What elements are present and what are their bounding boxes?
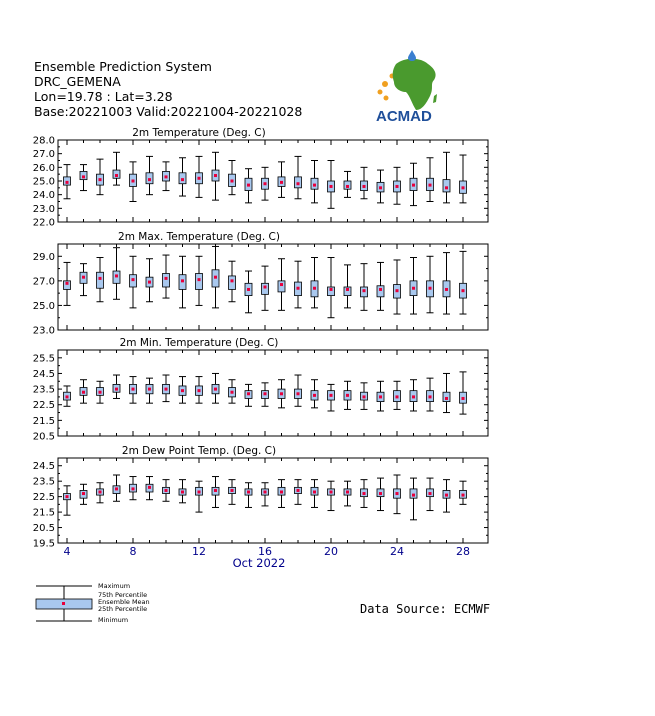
box-day-23 [377,170,384,203]
box-day-10 [163,255,170,298]
mean-marker [214,276,217,279]
box-day-9 [146,477,153,500]
x-tick-label: 8 [129,545,137,558]
panel-3 [33,337,488,443]
box-day-11 [179,480,186,503]
mean-marker [247,491,250,494]
mean-marker [280,491,283,494]
mean-marker [247,184,250,187]
mean-marker [198,278,201,281]
legend-label-minimum: Minimum [98,616,129,624]
box-day-27 [443,253,450,314]
x-tick-label: 24 [390,545,404,558]
panel-title: 2m Min. Temperature (Deg. C) [119,337,279,349]
box-day-22 [361,167,368,198]
y-tick-label: 20.5 [32,523,55,535]
panel-2 [33,231,488,337]
mean-marker [132,278,135,281]
mean-marker [115,274,118,277]
box-day-6 [97,258,104,302]
mean-marker [396,289,399,292]
mean-marker [132,487,135,490]
mean-marker [165,388,168,391]
box-day-14 [229,480,236,505]
panel-title: 2m Temperature (Deg. C) [132,127,266,139]
legend-mean-marker [62,602,65,605]
y-tick-label: 28.0 [32,135,55,147]
mean-marker [231,391,234,394]
mean-marker [214,489,217,492]
mean-marker [379,395,382,398]
box-day-4 [64,386,71,406]
box-day-18 [295,375,302,406]
box-day-9 [146,156,153,194]
header-line-dates: Base:20221003 Valid:20221004-20221028 [34,104,303,119]
mean-marker [198,491,201,494]
mean-marker [330,394,333,397]
mean-marker [379,288,382,291]
mean-marker [445,397,448,400]
mean-marker [82,175,85,178]
iqr-box [97,272,104,288]
mean-marker [396,185,399,188]
mean-marker [396,492,399,495]
box-day-24 [394,260,401,314]
legend-label-mean: Ensemble Mean [98,598,150,606]
mean-marker [66,181,69,184]
y-tick-label: 20.5 [32,431,55,443]
mean-marker [181,178,184,181]
mean-marker [445,186,448,189]
box-day-21 [344,381,351,409]
box-day-15 [245,384,252,406]
mean-marker [363,185,366,188]
box-day-17 [278,259,285,311]
mean-marker [198,177,201,180]
y-tick-label: 23.5 [32,476,55,488]
header-line-coordinates: Lon=19.78 : Lat=3.28 [34,89,173,104]
box-day-10 [163,480,170,502]
box-day-20 [328,161,335,209]
box-day-28 [460,481,467,504]
box-day-11 [179,377,186,404]
box-day-25 [410,163,417,205]
box-day-8 [130,162,137,202]
box-day-18 [295,480,302,505]
y-tick-label: 24.0 [32,190,55,202]
box-day-25 [410,258,417,315]
y-tick-label: 22.5 [32,492,55,504]
iqr-box [229,276,236,290]
box-day-9 [146,378,153,403]
mean-marker [346,288,349,291]
y-tick-label: 29.0 [32,251,55,263]
box-day-12 [196,156,203,197]
box-day-18 [295,156,302,198]
y-tick-label: 23.0 [32,325,55,337]
mean-marker [462,186,465,189]
iqr-box [410,489,417,498]
box-day-22 [361,480,368,508]
plot-frame [58,244,488,330]
box-day-5 [80,380,87,403]
box-day-9 [146,259,153,302]
box-day-17 [278,480,285,508]
header-line-station-name: DRC_GEMENA [34,74,121,89]
box-day-12 [196,481,203,512]
mean-marker [280,283,283,286]
mean-marker [148,178,151,181]
mean-marker [181,389,184,392]
box-day-26 [427,378,434,411]
box-day-25 [410,380,417,411]
mean-marker [412,287,415,290]
box-day-14 [229,161,236,195]
box-day-27 [443,152,450,203]
box-day-22 [361,264,368,311]
mean-marker [445,494,448,497]
box-day-19 [311,258,318,308]
mean-marker [115,487,118,490]
box-day-11 [179,256,186,308]
box-day-21 [344,481,351,506]
box-day-13 [212,152,219,200]
box-day-12 [196,256,203,305]
y-tick-label: 25.0 [32,300,55,312]
box-day-7 [113,152,120,185]
panel-title: 2m Max. Temperature (Deg. C) [118,231,280,243]
x-axis-month-label: Oct 2022 [232,556,286,570]
y-tick-label: 27.0 [32,276,55,288]
x-axis-labels [64,545,471,570]
mean-marker [264,491,267,494]
mean-marker [115,174,118,177]
mean-marker [165,277,168,280]
mean-marker [429,184,432,187]
mean-marker [214,174,217,177]
mean-marker [297,392,300,395]
y-tick-label: 24.5 [32,368,55,380]
box-day-14 [229,380,236,403]
y-tick-label: 26.0 [32,162,55,174]
box-day-5 [80,165,87,191]
box-day-20 [328,258,335,318]
iqr-box [443,180,450,192]
mean-marker [280,392,283,395]
mean-marker [148,486,151,489]
mean-marker [462,397,465,400]
mean-marker [429,287,432,290]
mean-marker [412,395,415,398]
mean-marker [313,184,316,187]
y-tick-label: 25.5 [32,353,55,365]
mean-marker [82,391,85,394]
box-day-10 [163,375,170,402]
box-day-27 [443,373,450,412]
mean-marker [412,184,415,187]
mean-marker [346,491,349,494]
y-tick-label: 23.5 [32,384,55,396]
mean-marker [313,394,316,397]
box-day-21 [344,265,351,308]
mean-marker [82,492,85,495]
mean-marker [148,388,151,391]
mean-marker [66,495,69,498]
legend-glyph [36,586,92,621]
box-day-26 [427,478,434,510]
data-source-label: Data Source: ECMWF [360,602,491,616]
mean-marker [148,281,151,284]
box-day-8 [130,256,137,308]
mean-marker [297,287,300,290]
box-day-15 [245,271,252,313]
box-day-7 [113,375,120,398]
mean-marker [297,182,300,185]
box-day-17 [278,380,285,408]
iqr-box [443,392,450,401]
mean-marker [231,180,234,183]
mean-marker [346,185,349,188]
box-day-19 [311,380,318,408]
mean-marker [214,388,217,391]
mean-marker [330,185,333,188]
box-day-16 [262,383,269,406]
mean-marker [396,395,399,398]
box-day-20 [328,384,335,411]
mean-marker [363,395,366,398]
box-day-13 [212,477,219,508]
mean-marker [99,277,102,280]
plot-frame [58,350,488,436]
y-tick-label: 21.5 [32,507,55,519]
box-day-28 [460,155,467,203]
box-day-23 [377,381,384,411]
panel-1 [33,127,488,229]
box-day-27 [443,480,450,512]
box-day-28 [460,251,467,314]
iqr-box [196,273,203,289]
mean-marker [297,489,300,492]
mean-marker [330,288,333,291]
y-tick-label: 24.5 [32,461,55,473]
box-day-24 [394,381,401,409]
box-day-28 [460,372,467,414]
mean-marker [363,289,366,292]
mean-marker [346,394,349,397]
box-day-6 [97,159,104,195]
acmad-logo-text: ACMAD [376,108,432,124]
mean-marker [132,180,135,183]
iqr-box [163,273,170,287]
mean-marker [264,392,267,395]
box-day-11 [179,158,186,196]
legend-label-25th: 25th Percentile [98,605,148,613]
box-day-23 [377,262,384,310]
box-day-24 [394,475,401,514]
mean-marker [99,491,102,494]
x-tick-label: 4 [63,545,71,558]
mean-marker [99,178,102,181]
panel-4 [33,445,488,550]
box-day-19 [311,480,318,508]
y-tick-label: 25.0 [32,176,55,188]
mean-marker [313,287,316,290]
y-tick-label: 19.5 [32,538,55,550]
mean-marker [379,492,382,495]
mean-marker [165,489,168,492]
mean-marker [99,391,102,394]
mean-marker [264,182,267,185]
box-day-24 [394,167,401,204]
mean-marker [429,492,432,495]
mean-marker [231,279,234,282]
mean-marker [247,392,250,395]
x-tick-label: 16 [258,545,272,558]
mean-marker [181,491,184,494]
box-day-26 [427,158,434,202]
iqr-box [377,286,384,297]
mean-marker [66,282,69,285]
box-day-18 [295,261,302,308]
box-day-22 [361,383,368,410]
mean-marker [330,491,333,494]
box-day-10 [163,162,170,191]
plot-frame [58,140,488,222]
mean-marker [412,494,415,497]
box-day-4 [64,486,71,515]
mean-marker [379,186,382,189]
mean-marker [445,288,448,291]
mean-marker [82,276,85,279]
box-day-15 [245,483,252,508]
mean-marker [462,289,465,292]
box-day-13 [212,246,219,307]
mean-marker [313,491,316,494]
plot-frame [58,458,488,543]
legend-label-75th: 75th Percentile [98,591,148,599]
box-day-7 [113,475,120,501]
mean-marker [429,395,432,398]
box-day-25 [410,478,417,520]
x-tick-label: 20 [324,545,338,558]
mean-marker [198,389,201,392]
iqr-box [278,281,285,292]
x-tick-label: 28 [456,545,470,558]
mean-marker [462,494,465,497]
mean-marker [66,395,69,398]
box-day-8 [130,377,137,404]
y-tick-label: 22.0 [32,217,55,229]
box-day-16 [262,167,269,200]
box-day-15 [245,169,252,203]
y-tick-label: 27.0 [32,149,55,161]
x-tick-label: 12 [192,545,206,558]
box-day-4 [64,165,71,199]
box-day-19 [311,161,318,203]
box-day-13 [212,373,219,403]
mean-marker [264,286,267,289]
box-day-12 [196,377,203,404]
mean-marker [247,288,250,291]
box-day-21 [344,171,351,197]
box-day-5 [80,484,87,504]
box-day-4 [64,262,71,305]
mean-marker [165,175,168,178]
mean-marker [231,489,234,492]
box-day-14 [229,261,236,302]
mean-marker [181,279,184,282]
iqr-box [262,283,269,294]
box-day-16 [262,483,269,506]
box-day-6 [97,483,104,503]
mean-marker [132,388,135,391]
box-day-8 [130,477,137,500]
box-day-17 [278,162,285,198]
legend-label-maximum: Maximum [98,582,131,590]
y-tick-label: 22.5 [32,400,55,412]
box-day-6 [97,381,104,403]
mean-marker [280,181,283,184]
box-day-20 [328,481,335,510]
mean-marker [363,492,366,495]
box-day-26 [427,256,434,313]
box-day-7 [113,248,120,300]
y-tick-label: 21.5 [32,415,55,427]
header-line-station-system: Ensemble Prediction System [34,59,212,74]
box-day-23 [377,478,384,510]
box-day-16 [262,266,269,310]
panel-title: 2m Dew Point Temp. (Deg. C) [121,445,277,457]
box-day-5 [80,264,87,296]
y-tick-label: 23.0 [32,203,55,215]
mean-marker [115,388,118,391]
